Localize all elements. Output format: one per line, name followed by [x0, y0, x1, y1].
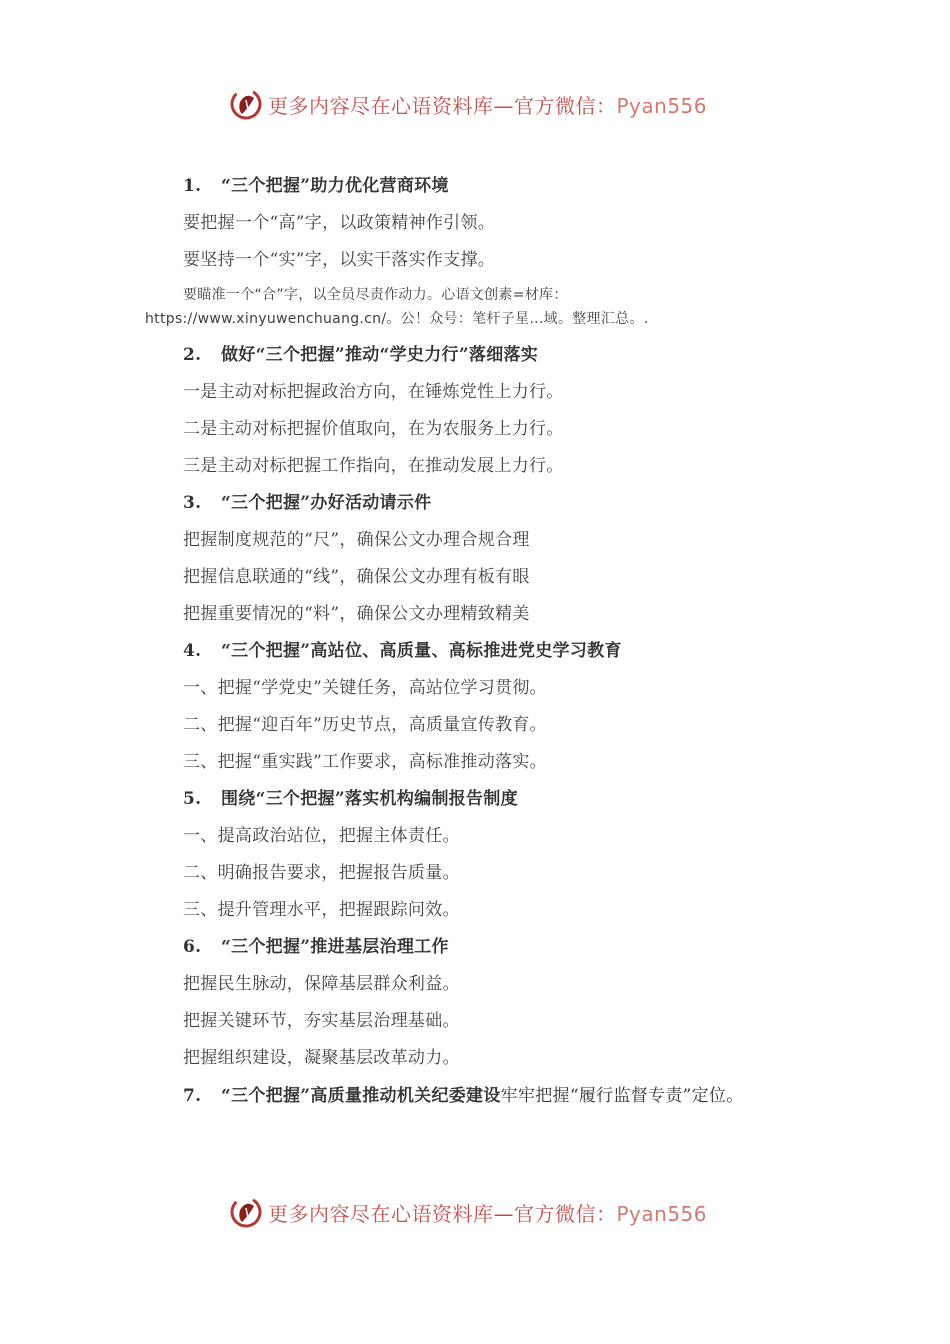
logo-icon	[226, 84, 266, 124]
section-heading: 5. 围绕“三个把握”落实机构编制报告制度	[183, 789, 518, 809]
list-item: 把握组织建设，凝聚基层改革动力。	[183, 1048, 460, 1068]
list-item: 一、把握“学党史”关键任务，高站位学习贯彻。	[183, 678, 547, 698]
section-heading: 1. “三个把握”助力优化营商环境	[183, 176, 449, 196]
list-item: 一是主动对标把握政治方向，在锤炼党性上力行。	[183, 382, 564, 402]
document-body	[145, 168, 805, 1109]
section-tail-text: 牢牢把握“履行监督专责”定位。	[500, 1086, 744, 1106]
list-item: 把握重要情况的“料”，确保公文办理精致精美	[183, 604, 530, 624]
list-item: 三、提升管理水平，把握跟踪问效。	[183, 900, 460, 920]
list-item: 一、提高政治站位，把握主体责任。	[183, 826, 460, 846]
source-note: 要瞄准一个“合”字，以全员尽责作动力。心语文创素=材库：https://www.xinyuwenchuang.cn/。公！众号：笔杆子星…域。整理汇总。.	[145, 287, 649, 327]
banner-text: 更多内容尽在心语资料库—官方微信：	[268, 93, 617, 118]
list-item: 把握民生脉动，保障基层群众利益。	[183, 974, 460, 994]
banner-wechat-id: Pyan556	[616, 93, 708, 118]
section-heading: 6. “三个把握”推进基层治理工作	[183, 937, 449, 957]
section-heading: 4. “三个把握”高站位、高质量、高标推进党史学习教育	[183, 641, 622, 661]
list-item: 二、把握“迎百年”历史节点，高质量宣传教育。	[183, 715, 547, 735]
list-item: 要坚持一个“实”字，以实干落实作支撑。	[183, 250, 496, 270]
section-heading: 7. “三个把握”高质量推动机关纪委建设牢牢把握“履行监督专责”定位。	[183, 1086, 744, 1106]
list-item: 三、把握“重实践”工作要求，高标准推动落实。	[183, 752, 547, 772]
list-item: 把握关键环节，夯实基层治理基础。	[183, 1011, 460, 1031]
list-item: 把握信息联通的“线”，确保公文办理有板有眼	[183, 567, 530, 587]
section-heading: 3. “三个把握”办好活动请示件	[183, 493, 432, 513]
section-heading: 2. 做好“三个把握”推动“学史力行”落细落实	[183, 345, 539, 365]
header-banner	[226, 84, 707, 124]
footer-banner	[226, 1192, 707, 1232]
banner-text: 更多内容尽在心语资料库—官方微信：	[268, 1201, 617, 1226]
list-item: 二、明确报告要求，把握报告质量。	[183, 863, 460, 883]
list-item: 要把握一个“高”字，以政策精神作引领。	[183, 213, 496, 233]
list-item: 二是主动对标把握价值取向，在为农服务上力行。	[183, 419, 564, 439]
list-item: 把握制度规范的“尺”，确保公文办理合规合理	[183, 530, 530, 550]
banner-wechat-id: Pyan556	[616, 1201, 708, 1226]
logo-icon	[226, 1192, 266, 1232]
list-item: 三是主动对标把握工作指向，在推动发展上力行。	[183, 456, 564, 476]
